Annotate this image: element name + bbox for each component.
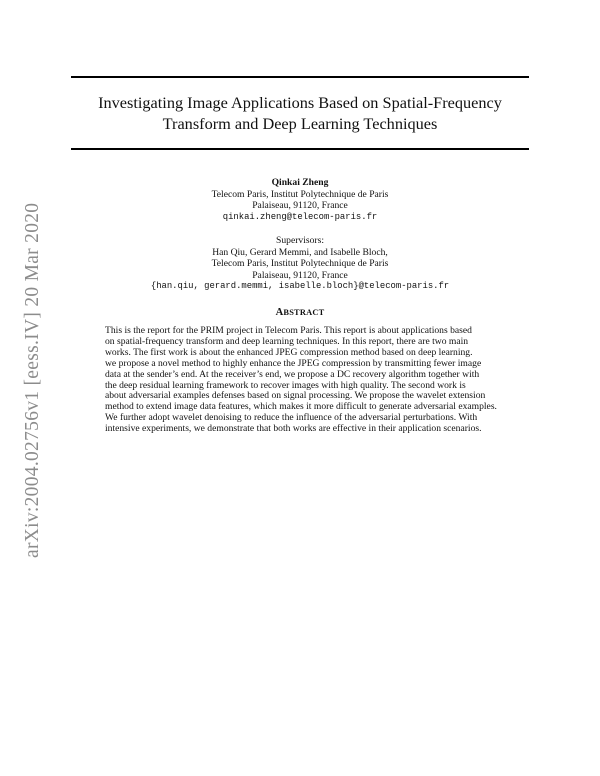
supervisors-names: Han Qiu, Gerard Memmi, and Isabelle Bloch, [212, 246, 388, 258]
title-line-2: Transform and Deep Learning Techniques [162, 114, 438, 133]
arxiv-identifier: arXiv:2004.02756v1 [eess.IV] 20 Mar 2020 [22, 202, 43, 558]
abstract-line: This is the report for the PRIM project in Telecom Paris. This report is about applications based [105, 325, 472, 336]
author-address: Palaiseau, 91120, France [252, 200, 348, 211]
abstract-heading [71, 307, 529, 318]
abstract-line: data at the sender’s end. At the receiver’s end, we propose a DC recovery algorithm together with [105, 368, 480, 380]
abstract-line: about adversarial examples defenses based on signal processing. We propose the wavelet extension [105, 390, 486, 402]
abstract-line: the deep residual learning framework to recover images with high quality. The second work is [105, 379, 466, 391]
supervisors-heading: Supervisors: [276, 235, 324, 246]
title-rule-bottom [71, 148, 529, 150]
supervisors-address: Palaiseau, 91120, France [252, 269, 348, 281]
abstract-heading-initial: A [275, 307, 284, 318]
author-affiliation: Telecom Paris, Institut Polytechnique de Paris [211, 188, 389, 200]
author-block [71, 177, 529, 223]
title-line-1: Investigating Image Applications Based on Spatial-Frequency [98, 93, 502, 112]
supervisors-affiliation: Telecom Paris, Institut Polytechnique de Paris [211, 258, 389, 269]
abstract-line: works. The first work is about the enhanced JPEG compression method based on deep learning. [105, 346, 473, 358]
abstract-heading-rest: BSTRACT [283, 308, 325, 317]
supervisors-emails: {han.qiu, gerard.memmi, isabelle.bloch}@telecom-paris.fr [150, 281, 450, 291]
author-email: qinkai.zheng@telecom-paris.fr [222, 211, 378, 222]
supervisors-block [71, 235, 529, 293]
abstract-line: method to extend image data features, which makes it more difficult to generate adversarial examples. [105, 401, 497, 413]
title-rule-top [71, 76, 529, 78]
abstract-line: We further adopt wavelet denoising to reduce the influence of the adversarial perturbations. With [105, 412, 478, 424]
author-name: Qinkai Zheng [271, 177, 329, 188]
abstract-body [105, 326, 495, 435]
abstract-line: on spatial-frequency transform and deep learning techniques. In this report, there are two main [105, 335, 469, 347]
abstract-line: intensive experiments, we demonstrate that both works are effective in their application scenarios. [105, 423, 482, 435]
abstract-line: we propose a novel method to highly enhance the JPEG compression by transmitting fewer image [105, 357, 482, 369]
paper-title [71, 92, 529, 134]
